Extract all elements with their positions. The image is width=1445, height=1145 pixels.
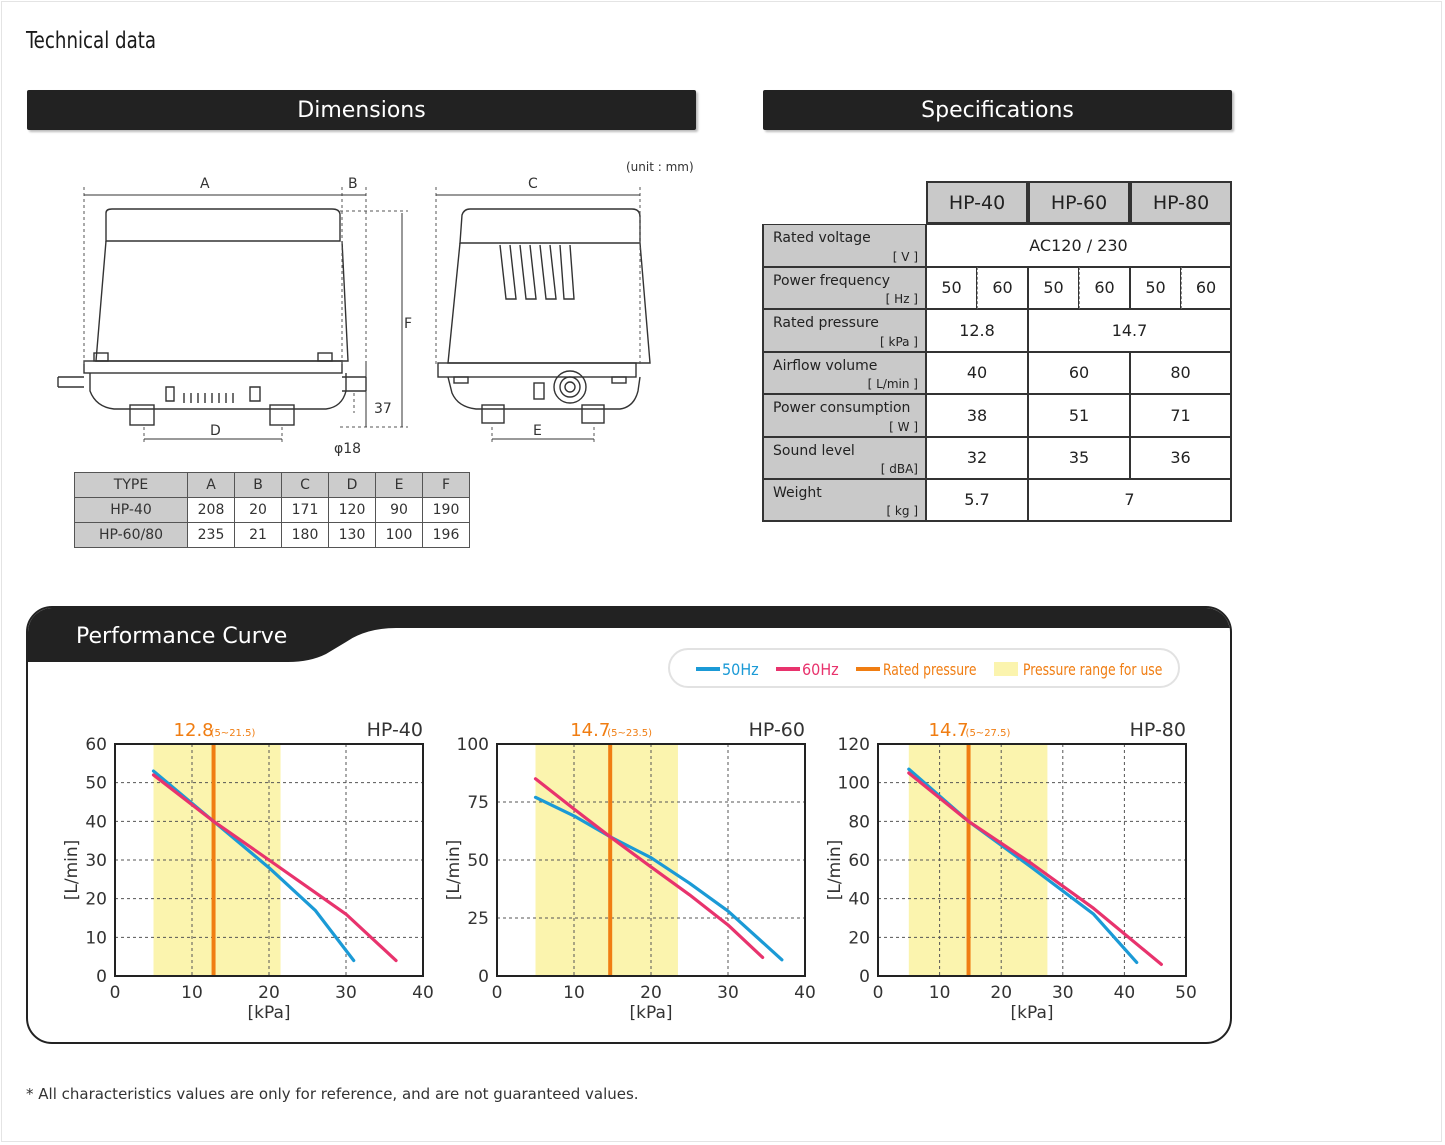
spec-label-text: Power consumption xyxy=(773,400,911,416)
spec-label-text: Sound level xyxy=(773,442,855,459)
spec-label-text: Rated voltage xyxy=(773,230,871,246)
y-tick-label: 120 xyxy=(837,735,870,755)
x-tick-label: 20 xyxy=(258,983,280,1003)
specifications-header-label: Specifications xyxy=(921,97,1074,123)
y-tick-label: 10 xyxy=(85,928,107,949)
spec-unit-text: [ Hz ] xyxy=(885,292,918,306)
dim-col-a: A xyxy=(188,473,235,498)
spec-row-label xyxy=(762,267,926,310)
chart-title: HP-40 xyxy=(366,719,423,741)
dim-label-f: F xyxy=(404,316,413,332)
spec-row-label xyxy=(762,352,926,395)
spec-value-cell: 32 xyxy=(926,437,1028,480)
x-tick-label: 30 xyxy=(717,983,739,1003)
spec-row-label xyxy=(762,309,926,352)
y-tick-label: 80 xyxy=(848,812,870,833)
legend-range-label: Pressure range for use xyxy=(1023,659,1163,680)
spec-value-cell: 50 xyxy=(1028,267,1079,310)
dimension-lines xyxy=(84,187,640,443)
dim-cell: 20 xyxy=(235,498,282,523)
x-tick-label: 40 xyxy=(1113,983,1136,1003)
spec-value-cell: 60 xyxy=(977,267,1028,310)
dim-cell: 130 xyxy=(329,523,376,548)
y-tick-label: 25 xyxy=(467,909,489,929)
chart-title: HP-60 xyxy=(748,719,805,741)
spec-unit-text: [ kPa ] xyxy=(880,334,918,349)
chart-title: HP-80 xyxy=(1129,719,1186,741)
dim-cell: HP-60/80 xyxy=(75,523,188,548)
dim-label-a: A xyxy=(200,176,210,192)
blower-front-view xyxy=(438,209,650,423)
spec-value-cell: 14.7 xyxy=(1028,309,1232,352)
dim-col-b: B xyxy=(235,473,282,498)
spec-value-cell: 60 xyxy=(1181,267,1232,310)
performance-header: Performance Curve xyxy=(76,624,288,649)
rated-pressure-label: 14.7 xyxy=(570,720,611,741)
dim-label-37: 37 xyxy=(374,401,392,417)
spec-unit-text: [ W ] xyxy=(889,419,918,434)
spec-unit-text: [ V ] xyxy=(892,249,918,264)
y-axis-label: [L/min] xyxy=(444,839,464,901)
spec-value-cell: 51 xyxy=(1028,394,1130,437)
y-tick-label: 0 xyxy=(96,967,107,987)
x-tick-label: 20 xyxy=(990,983,1013,1003)
dimension-arrows xyxy=(84,195,640,439)
dim-label-c: C xyxy=(528,176,538,192)
legend-marks xyxy=(670,650,1178,686)
spec-value-cell: 50 xyxy=(926,267,977,310)
spec-row-label xyxy=(762,479,926,522)
spec-value-cell: AC120 / 230 xyxy=(926,224,1232,267)
y-axis-label: [L/min] xyxy=(62,839,82,901)
x-tick-label: 30 xyxy=(1051,983,1074,1003)
y-axis-label: [L/min] xyxy=(825,839,845,901)
footnote: * All characteristics values are only for reference, and are not guaranteed values. xyxy=(26,1085,639,1103)
spec-value-cell: 35 xyxy=(1028,437,1130,480)
y-tick-label: 100 xyxy=(456,735,489,755)
x-tick-label: 10 xyxy=(181,983,203,1003)
spec-model-header: HP-60 xyxy=(1028,181,1130,224)
spec-unit-text: [ L/min ] xyxy=(867,377,918,391)
dim-cell: HP-40 xyxy=(75,498,188,523)
spec-value-cell: 60 xyxy=(1079,267,1130,310)
dim-label-b: B xyxy=(348,176,358,192)
spec-value-cell: 80 xyxy=(1130,352,1232,395)
legend-60hz-label: 60Hz xyxy=(802,660,839,679)
y-tick-label: 20 xyxy=(85,889,107,910)
spec-value-cell: 40 xyxy=(926,352,1028,395)
y-tick-label: 50 xyxy=(467,851,489,871)
spec-value-cell: 5.7 xyxy=(926,479,1028,522)
dim-label-phi: φ18 xyxy=(334,441,362,457)
dimensions-table-header xyxy=(75,473,470,498)
rated-pressure-label: 12.8 xyxy=(173,720,214,741)
spec-label-text: Airflow volume xyxy=(773,357,878,374)
x-tick-label: 0 xyxy=(109,983,121,1003)
dim-cell: 190 xyxy=(423,498,470,523)
spec-value-cell: 71 xyxy=(1130,394,1232,437)
rated-pressure-label: 14.7 xyxy=(928,720,969,741)
spec-value-cell: 50 xyxy=(1130,267,1181,310)
dim-cell: 120 xyxy=(329,498,376,523)
pressure-range-label: (5~27.5) xyxy=(965,728,1011,739)
specifications-header xyxy=(763,90,1232,130)
specifications-table xyxy=(762,181,1232,523)
spec-model-header: HP-40 xyxy=(926,181,1028,224)
spec-unit-text: [ dBA] xyxy=(880,462,918,476)
x-axis-label: [kPa] xyxy=(247,1003,291,1023)
y-tick-label: 100 xyxy=(837,773,870,794)
dim-col-d: D xyxy=(329,473,376,498)
dim-col-type: TYPE xyxy=(75,473,188,498)
y-tick-label: 0 xyxy=(859,967,870,987)
dim-col-e: E xyxy=(376,473,423,498)
dim-label-d: D xyxy=(210,423,221,439)
y-tick-label: 60 xyxy=(848,851,870,871)
dim-col-c: C xyxy=(282,473,329,498)
y-tick-label: 30 xyxy=(85,851,107,871)
y-tick-label: 50 xyxy=(85,773,107,794)
chart-legend xyxy=(668,648,1180,688)
y-tick-label: 0 xyxy=(478,967,489,987)
table-row xyxy=(75,523,470,548)
dim-cell: 100 xyxy=(376,523,423,548)
dimensions-header-label: Dimensions xyxy=(297,97,426,123)
spec-label-text: Power frequency xyxy=(773,272,890,289)
table-row xyxy=(75,498,470,523)
spec-model-header: HP-80 xyxy=(1130,181,1232,224)
dim-cell: 180 xyxy=(282,523,329,548)
x-tick-label: 0 xyxy=(491,983,503,1003)
x-axis-label: [kPa] xyxy=(1010,1003,1054,1023)
page-title: Technical data xyxy=(26,28,157,54)
y-tick-label: 40 xyxy=(85,812,107,833)
dim-cell: 208 xyxy=(188,498,235,523)
x-tick-label: 50 xyxy=(1175,983,1197,1003)
dim-cell: 90 xyxy=(376,498,423,523)
spec-value-cell: 12.8 xyxy=(926,309,1028,352)
pressure-range-label: (5~23.5) xyxy=(607,728,653,739)
dimensions-header xyxy=(27,90,696,130)
dimension-drawing xyxy=(50,165,690,465)
y-tick-label: 20 xyxy=(848,928,870,949)
performance-charts xyxy=(0,700,1445,1040)
x-tick-label: 20 xyxy=(640,983,662,1003)
unit-label: (unit : mm) xyxy=(626,160,694,174)
spec-value-cell: 38 xyxy=(926,394,1028,437)
y-tick-label: 40 xyxy=(848,889,870,910)
legend-range-swatch xyxy=(994,662,1018,676)
dim-col-f: F xyxy=(423,473,470,498)
dim-cell: 196 xyxy=(423,523,470,548)
x-tick-label: 0 xyxy=(872,983,884,1003)
x-axis-label: [kPa] xyxy=(629,1003,673,1023)
x-tick-label: 10 xyxy=(928,983,951,1003)
spec-label-text: Weight xyxy=(773,485,822,501)
spec-unit-text: [ kg ] xyxy=(886,503,918,518)
spec-value-cell: 7 xyxy=(1028,479,1232,522)
legend-50hz-label: 50Hz xyxy=(722,660,759,679)
legend-rated-label: Rated pressure xyxy=(883,659,977,680)
pressure-range-label: (5~21.5) xyxy=(210,728,256,739)
spec-label-text: Rated pressure xyxy=(773,315,879,331)
spec-value-cell: 60 xyxy=(1028,352,1130,395)
spec-row-label xyxy=(762,394,926,437)
y-tick-label: 60 xyxy=(85,735,107,755)
spec-row-label xyxy=(762,224,926,267)
x-tick-label: 10 xyxy=(563,983,585,1003)
spec-value-cell: 36 xyxy=(1130,437,1232,480)
dim-cell: 235 xyxy=(188,523,235,548)
blower-side-view xyxy=(58,209,366,425)
x-tick-label: 40 xyxy=(412,983,434,1003)
x-tick-label: 40 xyxy=(794,983,816,1003)
y-tick-label: 75 xyxy=(467,793,489,813)
dimensions-table xyxy=(74,472,470,548)
dim-label-e: E xyxy=(533,423,542,439)
dim-cell: 21 xyxy=(235,523,282,548)
x-tick-label: 30 xyxy=(335,983,357,1003)
spec-row-label xyxy=(762,437,926,480)
dim-cell: 171 xyxy=(282,498,329,523)
